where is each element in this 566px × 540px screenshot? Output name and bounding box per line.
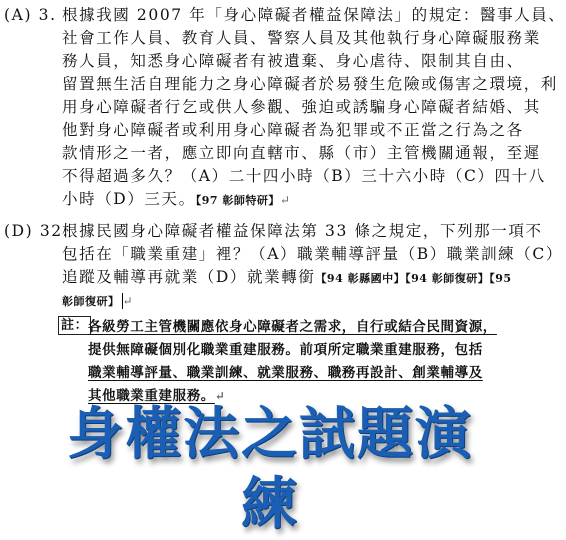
- paragraph-mark-icon: ↵: [279, 193, 292, 207]
- question-1-line: 留置無生活自理能力之身心障礙者於易發生危險或傷害之環境，利: [62, 75, 558, 93]
- page-title: 身權法之試題演練: [67, 402, 473, 537]
- question-2-source: 【95: [489, 272, 512, 285]
- question-2-line: 包括在「職業重建」裡？（A）職業輔導評量（B）職業訓練（C）: [62, 245, 563, 263]
- question-2-source: 【94 彰師復研】: [405, 272, 490, 285]
- question-1-source: 【97 彰師特研】: [195, 194, 280, 207]
- note-label: 註：: [58, 316, 91, 335]
- question-2-line-text: 追蹤及輔導再就業（D）就業轉銜: [62, 268, 316, 286]
- question-2-line-last: [62, 289, 134, 313]
- question-1-line: 不得超過多久？（A）二十四小時（B）三十六小時（C）四十八: [62, 167, 546, 185]
- question-1-number: (A) 3.: [4, 6, 57, 24]
- note-line: 各級勞工主管機關應依身心障礙者之需求，自行或結合民間資源，: [88, 319, 497, 335]
- question-1-line: 社會工作人員、教育人員、警察人員及其他執行身心障礙服務業: [62, 29, 541, 47]
- question-2-source: 【94 彰縣國中】: [315, 272, 406, 285]
- question-1-line: 根據我國 2007 年「身心障礙者權益保障法」的規定：醫事人員、: [62, 6, 566, 24]
- note-line: 職業輔導評量、職業訓練、就業服務、職務再設計、創業輔導及: [88, 365, 483, 381]
- note-line: 提供無障礙個別化職業重建服務。前項所定職業重建服務，包括: [88, 342, 483, 358]
- question-2-number: (D) 32.: [4, 222, 70, 240]
- question-2-line: 根據民國身心障礙者權益保障法第 33 條之規定，下列那一項不: [62, 222, 543, 240]
- question-1-line: 款情形之一者，應立即向直轄市、縣（市）主管機關通報，至遲: [62, 144, 541, 162]
- note-line-text: 其他職業重建服務。: [88, 388, 215, 404]
- question-1-line: 用身心障礙者行乞或供人參觀、強迫或誘騙身心障礙者結婚、其: [62, 98, 541, 116]
- paragraph-mark-icon: ↵: [214, 389, 226, 403]
- question-2-line-with-sources: [62, 266, 512, 290]
- question-1-line: 務人員，知悉身心障礙者有被遺棄、身心虐待、限制其自由、: [62, 52, 524, 70]
- question-1-line: 他對身心障礙者或利用身心障礙者為犯罪或不正當之行為之各: [62, 121, 524, 139]
- question-2-source: 彰師復研】: [62, 295, 120, 308]
- question-1-line-last: [62, 188, 292, 212]
- paragraph-mark-icon: ↵: [122, 294, 135, 308]
- question-1-line-text: 小時（D）三天。: [62, 190, 196, 208]
